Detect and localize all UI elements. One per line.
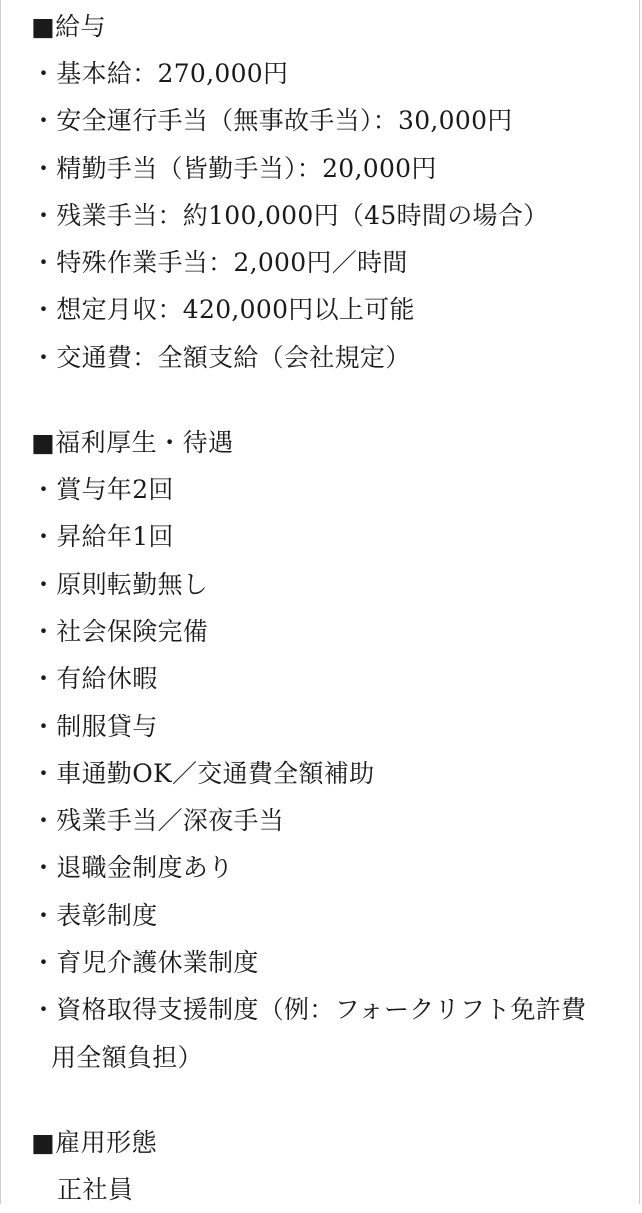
benefits-item-car-commute: ・車通勤OK／交通費全額補助 bbox=[31, 758, 375, 788]
salary-list bbox=[31, 50, 611, 381]
benefits-list bbox=[31, 466, 611, 1081]
benefits-heading: ■福利厚生・待遇 bbox=[31, 428, 234, 458]
benefits-item-no-transfer: ・原則転勤無し bbox=[31, 569, 209, 599]
benefits-item-bonus: ・賞与年2回 bbox=[31, 475, 174, 505]
salary-item-base-pay: ・基本給：270,000円 bbox=[31, 59, 289, 88]
section-spacer bbox=[31, 1081, 611, 1119]
benefits-item-raise: ・昇給年1回 bbox=[31, 522, 174, 552]
employment-type: 正社員 bbox=[57, 1174, 134, 1204]
benefits-item-qualification-support: ・資格取得支援制度（例：フォークリフト免許費用全額負担） bbox=[31, 995, 587, 1072]
benefits-item-uniform: ・制服貸与 bbox=[31, 711, 158, 741]
salary-item-special-work-allowance: ・特殊作業手当：2,000円／時間 bbox=[31, 248, 408, 278]
benefits-item-social-insurance: ・社会保険完備 bbox=[31, 616, 209, 646]
benefits-item-awards: ・表彰制度 bbox=[31, 900, 158, 930]
salary-heading: ■給与 bbox=[31, 12, 107, 41]
section-spacer bbox=[31, 381, 611, 419]
benefits-item-childcare-leave: ・育児介護休業制度 bbox=[31, 948, 259, 978]
salary-item-transportation: ・交通費：全額支給（会社規定） bbox=[31, 342, 411, 372]
benefits-item-paid-leave: ・有給休暇 bbox=[31, 664, 158, 694]
salary-item-attendance-allowance: ・精勤手当（皆勤手当）：20,000円 bbox=[31, 153, 437, 183]
employment-heading: ■雇用形態 bbox=[31, 1127, 158, 1157]
benefits-item-overtime-night: ・残業手当／深夜手当 bbox=[31, 806, 285, 836]
salary-item-expected-monthly-income: ・想定月収：420,000円以上可能 bbox=[31, 295, 415, 325]
benefits-item-retirement: ・退職金制度あり bbox=[31, 853, 234, 883]
job-details bbox=[31, 3, 611, 1213]
salary-item-overtime-allowance: ・残業手当：約100,000円（45時間の場合） bbox=[31, 200, 549, 230]
salary-item-safe-driving-allowance: ・安全運行手当（無事故手当）：30,000円 bbox=[31, 106, 513, 136]
